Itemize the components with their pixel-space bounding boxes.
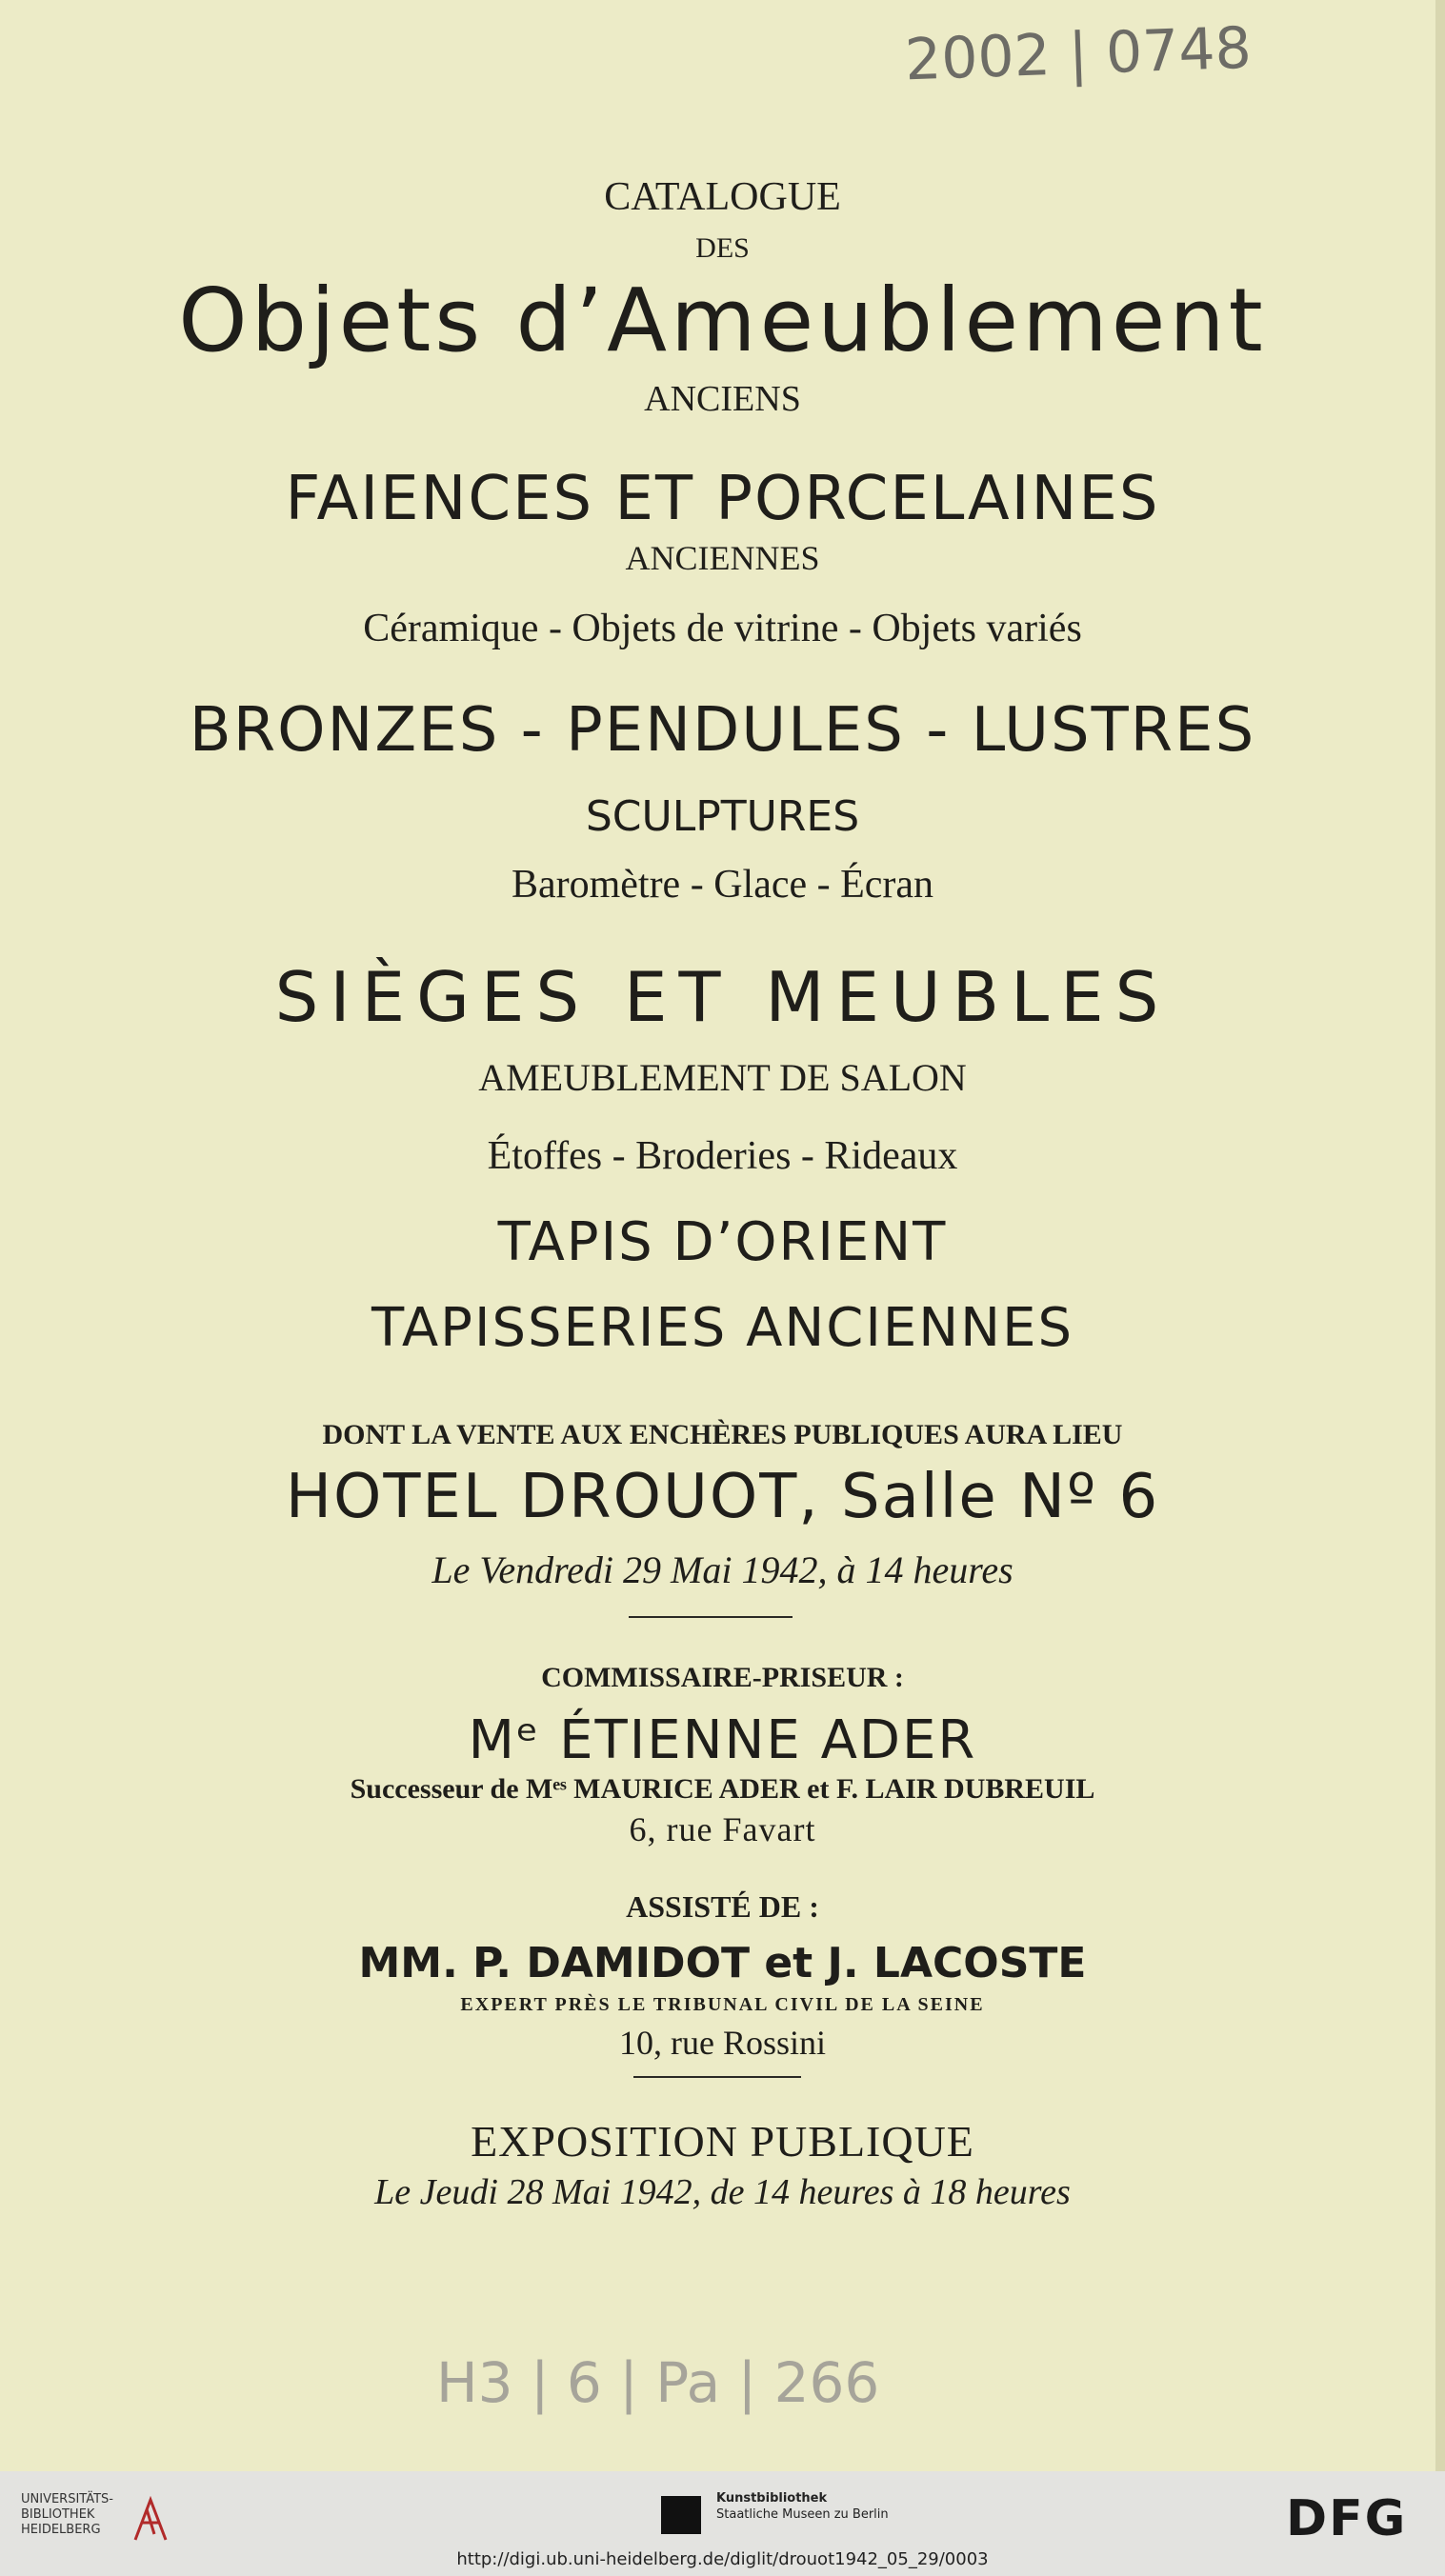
sale-date: Le Vendredi 29 Mai 1942, à 14 heures — [431, 1548, 1014, 1591]
tapis-heading: TAPIS D’ORIENT — [497, 1211, 948, 1273]
tapisseries-heading: TAPISSERIES ANCIENNES — [371, 1297, 1074, 1359]
etoffes-line: Étoffes - Broderies - Rideaux — [487, 1134, 958, 1178]
experts-names: MM. P. DAMIDOT et J. LACOSTE — [358, 1939, 1087, 1987]
university-library-name: UNIVERSITÄTS- BIBLIOTHEK HEIDELBERG — [21, 2492, 113, 2537]
exposition-date: Le Jeudi 28 Mai 1942, de 14 heures à 18 heures — [374, 2172, 1071, 2212]
experts-role: EXPERT PRÈS LE TRIBUNAL CIVIL DE LA SEINE — [460, 1994, 985, 2015]
sale-intro: DONT LA VENTE AUX ENCHÈRES PUBLIQUES AURA LIEU — [322, 1419, 1123, 1450]
bronzes-heading: BRONZES - PENDULES - LUSTRES — [189, 695, 1256, 766]
ameublement-salon-label: AMEUBLEMENT DE SALON — [478, 1056, 967, 1099]
divider-rule — [633, 2076, 801, 2078]
university-library-logo-text — [21, 2492, 113, 2538]
auctioneer-label: COMMISSAIRE-PRISEUR : — [541, 1662, 904, 1693]
kunstbibliothek-subtitle: Staatliche Museen zu Berlin — [716, 2507, 889, 2522]
faiences-heading: FAIENCES ET PORCELAINES — [285, 464, 1160, 534]
exposition-title: EXPOSITION PUBLIQUE — [471, 2117, 974, 2166]
auctioneer-successor: Successeur de Mᵉˢ MAURICE ADER et F. LAIR DUBREUIL — [350, 1773, 1095, 1805]
kunstbibliothek-name: Kunstbibliothek — [716, 2491, 828, 2506]
divider-rule — [629, 1616, 793, 1618]
auctioneer-name: Mᵉ ÉTIENNE ADER — [468, 1709, 977, 1771]
assisted-label: ASSISTÉ DE : — [626, 1889, 819, 1924]
kunstbibliothek-icon — [661, 2496, 701, 2534]
barometre-line: Baromètre - Glace - Écran — [511, 863, 934, 907]
dfg-logo: DFG — [1286, 2490, 1408, 2547]
experts-address: 10, rue Rossini — [618, 2024, 826, 2062]
anciennes-label: ANCIENNES — [625, 539, 820, 577]
source-url[interactable]: http://digi.ub.uni-heidelberg.de/diglit/drouot1942_05_29/0003 — [456, 2549, 989, 2569]
handwritten-shelfmark-bottom: H3 | 6 | Pa | 266 — [436, 2350, 880, 2415]
handwritten-shelfmark-top: 2002 | 0748 — [903, 14, 1253, 94]
des-label: DES — [695, 232, 750, 264]
main-title: Objets d’Ameublement — [178, 270, 1267, 371]
sieges-heading: SIÈGES ET MEUBLES — [274, 957, 1171, 1037]
ceramique-line: Céramique - Objets de vitrine - Objets variés — [363, 607, 1082, 650]
hotel-drouot-venue: HOTEL DROUOT, Salle Nº 6 — [285, 1462, 1160, 1532]
digitization-footer — [0, 2471, 1445, 2576]
university-library-icon — [131, 2496, 170, 2546]
anciens-label: ANCIENS — [644, 379, 801, 419]
sculptures-label: SCULPTURES — [585, 792, 860, 841]
auctioneer-address: 6, rue Favart — [629, 1810, 816, 1848]
catalogue-heading: CATALOGUE — [604, 175, 841, 219]
